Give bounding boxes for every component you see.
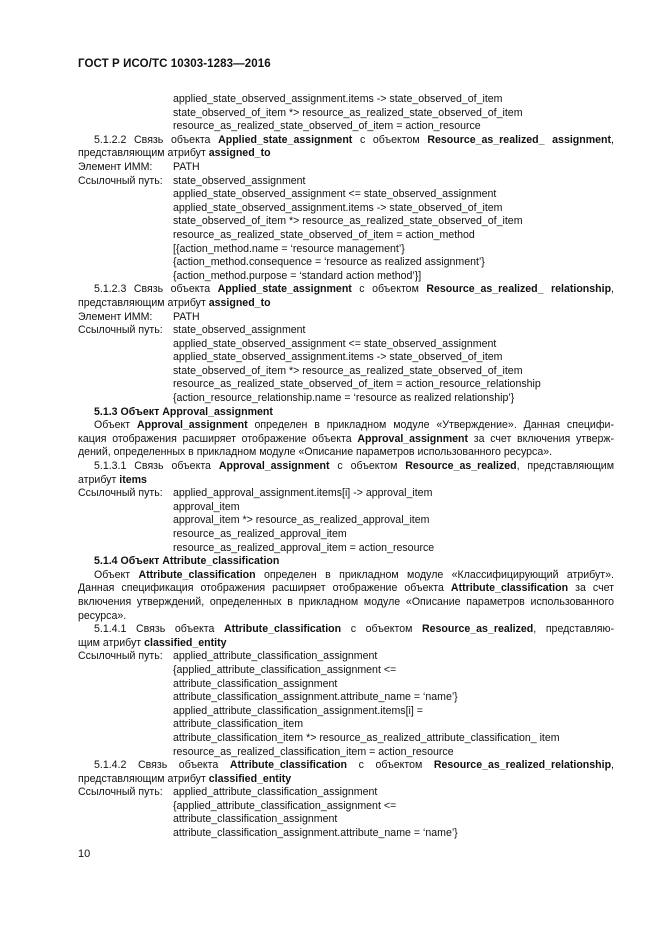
text-line xyxy=(78,637,614,651)
bold-text: Applied_state_assignment xyxy=(218,133,353,146)
reference-path-line xyxy=(78,664,614,678)
text-run: applied_attribute_classification_assignment.items[i] = xyxy=(173,704,423,717)
bold-text: Attribute_classification xyxy=(223,623,342,636)
reference-path-line xyxy=(78,378,614,392)
text-run: с объектом xyxy=(329,460,406,473)
bold-text: Attribute_classification xyxy=(450,582,569,595)
text-run: attribute_classification_assignment.attribute_name = ‘name’} xyxy=(173,827,458,840)
bold-text: classified_entity xyxy=(144,636,227,649)
text-line xyxy=(78,596,614,610)
text-run: state_observed_assignment xyxy=(173,324,306,337)
text-line xyxy=(78,446,614,460)
field-label: Ссылочный путь: xyxy=(78,174,163,187)
bold-text: Attribute_classification xyxy=(138,568,256,581)
field-label: Ссылочный путь: xyxy=(78,650,163,663)
text-run: Объект xyxy=(94,568,139,581)
text-run: resource_as_realized_approval_item xyxy=(173,528,347,540)
text-run: resource_as_realized_approval_item = action_resource xyxy=(173,541,435,554)
text-run: attribute_classification_assignment xyxy=(173,813,338,826)
reference-path-line xyxy=(78,229,614,243)
text-line xyxy=(78,147,614,161)
text-run: state_observed_of_item *> resource_as_realized_state_observed_of_item xyxy=(173,106,523,119)
bold-text: Approval_assignment xyxy=(357,432,469,445)
reference-path-line xyxy=(78,718,614,732)
text-run: applied_approval_assignment.items[i] -> approval_item xyxy=(173,487,433,500)
text-run: , xyxy=(611,133,614,146)
reference-path-line xyxy=(78,120,614,134)
reference-path-line xyxy=(78,813,614,827)
reference-path-line xyxy=(78,501,614,515)
text-run: атрибут xyxy=(78,473,120,486)
reference-path-line xyxy=(78,392,614,406)
text-run: с объектом xyxy=(341,623,422,636)
paragraph-line xyxy=(78,623,614,637)
paragraph-line xyxy=(78,759,614,773)
text-run: applied_state_observed_assignment.items -> state_observed_of_item xyxy=(173,93,503,105)
reference-path-line xyxy=(78,528,614,542)
text-run: {applied_attribute_classification_assignment <= xyxy=(173,799,397,812)
text-run: resource_as_realized_state_observed_of_item = action_resource xyxy=(173,120,481,133)
field-label: Элемент ИММ: xyxy=(78,310,153,323)
text-run: 5.1.2.3 Связь объекта xyxy=(94,283,218,296)
labeled-line xyxy=(78,786,614,800)
reference-path-line xyxy=(78,270,614,284)
text-run: state_observed_assignment xyxy=(173,174,306,187)
reference-path-line xyxy=(78,188,614,202)
reference-path-line xyxy=(78,338,614,352)
text-run: attribute_classification_assignment.attribute_name = ‘name’} xyxy=(173,691,458,704)
bold-text: classified_entity xyxy=(208,772,292,785)
field-label: Ссылочный путь: xyxy=(78,324,163,337)
text-run: approval_item xyxy=(173,500,240,513)
reference-path-line xyxy=(78,215,614,229)
reference-path-line xyxy=(78,827,614,841)
paragraph-line xyxy=(78,406,614,420)
labeled-line xyxy=(78,487,614,501)
reference-path-line xyxy=(78,202,614,216)
text-run: applied_state_observed_assignment.items -> state_observed_of_item xyxy=(173,201,503,214)
text-run: {action_method.purpose = ‘standard action method’}] xyxy=(173,269,422,282)
reference-path-line xyxy=(78,107,614,121)
paragraph-line xyxy=(78,283,614,297)
text-run: представляющим атрибут xyxy=(78,296,209,309)
reference-path-line xyxy=(78,243,614,257)
field-value xyxy=(78,311,614,325)
reference-path-line xyxy=(78,746,614,760)
text-run: Данная спецификация отображения расширяет отображение объекта xyxy=(78,582,451,595)
text-run: resource_as_realized_classification_item = action_resource xyxy=(173,745,454,758)
reference-path-line xyxy=(78,351,614,365)
paragraph-line xyxy=(78,460,614,474)
text-run: approval_item *> resource_as_realized_approval_item xyxy=(173,514,430,527)
paragraph-line xyxy=(78,134,614,148)
text-run: attribute_classification_assignment xyxy=(173,677,338,690)
bold-text: 5.1.3 Объект Approval_assignment xyxy=(94,405,273,418)
paragraph-line xyxy=(78,569,614,583)
text-run: за счет xyxy=(568,582,614,595)
bold-text: assigned_to xyxy=(208,147,271,160)
bold-text: Resource_as_realized xyxy=(421,623,534,636)
reference-path-line xyxy=(78,691,614,705)
text-run: , xyxy=(611,759,614,772)
bold-text: Resource_as_realized_ relationship xyxy=(426,283,612,296)
text-run: за счет включения утверж- xyxy=(468,432,615,445)
text-run: дений, определенных в прикладном модуле «Описание параметров использованного ресурса». xyxy=(78,446,553,459)
reference-path-line xyxy=(78,678,614,692)
reference-path-line xyxy=(78,800,614,814)
bold-text: items xyxy=(119,473,147,486)
reference-path-line xyxy=(78,705,614,719)
labeled-line xyxy=(78,175,614,189)
text-run: applied_attribute_classification_assignment xyxy=(173,650,378,663)
text-run: [{action_method.name = ‘resource management’} xyxy=(173,242,405,255)
text-run: {action_method.consequence = ‘resource as realized assignment’} xyxy=(173,256,485,269)
text-run: PATH xyxy=(173,310,200,323)
bold-text: Approval_assignment xyxy=(136,419,248,432)
bold-text: Resource_as_realized_relationship xyxy=(433,759,612,772)
bold-text: 5.1.4 Объект Attribute_classification xyxy=(94,555,280,568)
text-run: PATH xyxy=(173,160,200,173)
field-label: Элемент ИММ: xyxy=(78,160,153,173)
text-run: , xyxy=(611,283,614,296)
text-run: с объектом xyxy=(351,283,427,296)
labeled-line xyxy=(78,650,614,664)
text-run: 5.1.4.1 Связь объекта xyxy=(94,623,224,636)
text-line xyxy=(78,474,614,488)
reference-path-line xyxy=(78,732,614,746)
text-run: кация отображения расширяет отображение объекта xyxy=(78,432,358,445)
text-run: resource_as_realized_state_observed_of_item = action_method xyxy=(173,228,475,241)
bold-text: Approval_assignment xyxy=(218,460,330,473)
field-value xyxy=(78,161,614,175)
text-run: , представляю- xyxy=(533,623,614,636)
bold-text: Resource_as_realized_ assignment xyxy=(427,133,612,146)
page-number: 10 xyxy=(78,848,91,860)
reference-path-line xyxy=(78,365,614,379)
reference-path-line xyxy=(78,256,614,270)
document-header: ГОСТ Р ИСО/ТС 10303-1283—2016 xyxy=(78,58,271,70)
text-run: 5.1.3.1 Связь объекта xyxy=(94,460,219,473)
text-run: определен в прикладном модуле «Классифицирующий атрибут». xyxy=(255,568,614,581)
text-run: state_observed_of_item *> resource_as_realized_state_observed_of_item xyxy=(173,364,523,377)
text-run: определен в прикладном модуле «Утверждение». Данная специфи- xyxy=(247,419,614,432)
paragraph-line xyxy=(78,555,614,569)
text-run: представляющим атрибут xyxy=(78,772,209,785)
text-run: щим атрибут xyxy=(78,636,145,649)
text-run: {applied_attribute_classification_assignment <= xyxy=(173,663,397,676)
reference-path-line xyxy=(78,93,614,107)
text-run: applied_attribute_classification_assignment xyxy=(173,786,378,799)
text-run: 5.1.4.2 Связь объекта xyxy=(94,759,230,772)
text-run: представляющим атрибут xyxy=(78,147,209,160)
text-run: {action_resource_relationship.name = ‘resource as realized relationship’} xyxy=(173,392,515,405)
text-run: с объектом xyxy=(352,133,428,146)
text-run: applied_state_observed_assignment <= state_observed_assignment xyxy=(173,188,497,201)
text-line xyxy=(78,582,614,596)
field-label: Ссылочный путь: xyxy=(78,786,163,799)
text-run: resource_as_realized_state_observed_of_item = action_resource_relationship xyxy=(173,378,541,391)
text-line xyxy=(78,297,614,311)
labeled-line xyxy=(78,324,614,338)
document-body xyxy=(78,93,614,841)
field-label: Ссылочный путь: xyxy=(78,487,163,500)
text-run: , представляющим xyxy=(516,460,614,473)
labeled-line xyxy=(78,311,614,325)
text-run: attribute_classification_item *> resource_as_realized_attribute_classification_ item xyxy=(173,731,560,744)
bold-text: Applied_state_assignment xyxy=(217,283,352,296)
text-line xyxy=(78,610,614,624)
text-run: applied_state_observed_assignment.items -> state_observed_of_item xyxy=(173,351,503,364)
text-run: с объектом xyxy=(347,759,434,772)
text-run: Объект xyxy=(94,419,137,432)
text-run: включения утверждений, определенных в прикладном модуле «Описание параметров использованного xyxy=(78,595,614,608)
text-run: state_observed_of_item *> resource_as_realized_state_observed_of_item xyxy=(173,215,523,228)
bold-text: Attribute_classification xyxy=(229,759,348,772)
text-line xyxy=(78,433,614,447)
paragraph-line xyxy=(78,419,614,433)
text-run: 5.1.2.2 Связь объекта xyxy=(94,133,219,146)
text-run: ресурса». xyxy=(78,609,127,622)
bold-text: assigned_to xyxy=(208,296,271,309)
reference-path-line xyxy=(78,514,614,528)
text-line xyxy=(78,773,614,787)
bold-text: Resource_as_realized xyxy=(405,460,517,473)
text-run: applied_state_observed_assignment <= state_observed_assignment xyxy=(173,337,497,350)
labeled-line xyxy=(78,161,614,175)
reference-path-line xyxy=(78,542,614,556)
text-run: attribute_classification_item xyxy=(173,718,304,731)
